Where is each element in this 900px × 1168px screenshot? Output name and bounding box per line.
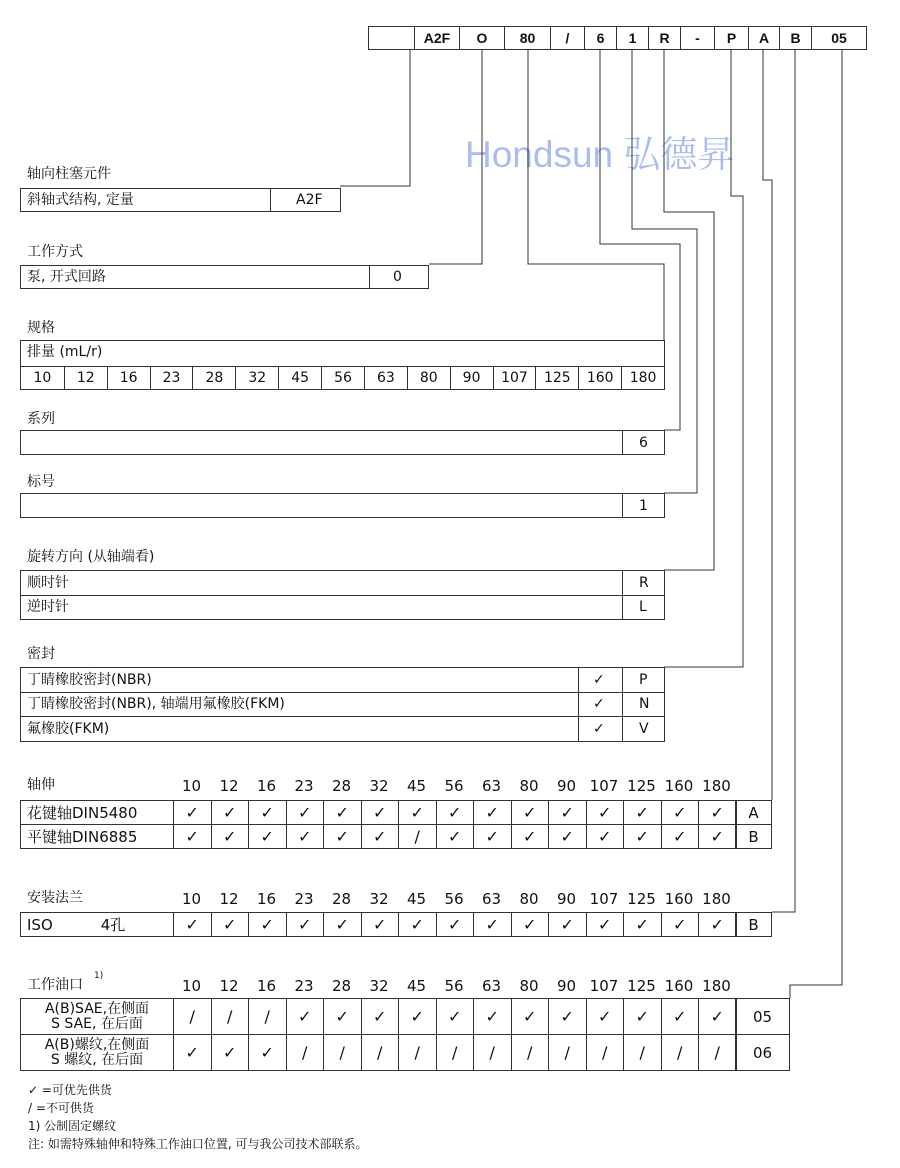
ports-mark-cell: ✓ xyxy=(548,998,587,1035)
ports-size-header: 10 xyxy=(181,977,202,995)
ports-row-label-cell xyxy=(20,998,174,1035)
shaft-title: 轴伸 xyxy=(27,777,55,793)
size-cell: 107 xyxy=(493,366,536,390)
shaft-row-code: A xyxy=(735,800,772,825)
shaft-mark-cell: ✓ xyxy=(698,800,737,825)
code-box-5: 6 xyxy=(584,26,617,50)
shaft-row-label: 花键轴DIN5480 xyxy=(27,804,138,822)
seal-code-3: V xyxy=(639,721,649,737)
ports-mark-cell: ✓ xyxy=(323,998,362,1035)
code-box-7: R xyxy=(648,26,681,50)
shaft-mark-cell: ✓ xyxy=(473,824,512,849)
shaft-mark-cell: ✓ xyxy=(323,800,362,825)
seal-mark-3: ✓ xyxy=(593,721,605,737)
shaft-row-label-cell xyxy=(20,824,174,849)
shaft-mark-cell: ✓ xyxy=(623,824,662,849)
code-box-10: A xyxy=(748,26,780,50)
flange-row-label-cell xyxy=(20,912,174,937)
ports-mark-cell: ✓ xyxy=(661,998,700,1035)
shaft-mark-cell: ✓ xyxy=(698,824,737,849)
ports-mark-cell: / xyxy=(623,1034,662,1071)
size-title: 规格 xyxy=(27,320,55,336)
ports-mark-cell: / xyxy=(248,998,287,1035)
flange-mark-cell: ✓ xyxy=(323,912,362,937)
shaft-mark-cell: ✓ xyxy=(211,800,250,825)
ports-row-line1: A(B)螺纹,在侧面 xyxy=(44,1036,150,1053)
seal-code-1: P xyxy=(639,672,648,688)
ports-mark-cell: ✓ xyxy=(248,1034,287,1071)
flange-row-label2: 4孔 xyxy=(100,916,126,934)
axial-title: 轴向柱塞元件 xyxy=(27,166,111,182)
shaft-size-header: 56 xyxy=(444,777,464,795)
ports-title-sup: 1) xyxy=(94,971,104,981)
flange-row-label: ISO xyxy=(27,915,53,934)
shaft-size-header: 107 xyxy=(589,777,619,795)
flange-size-header: 63 xyxy=(481,890,502,908)
size-cell: 28 xyxy=(192,366,235,390)
ports-mark-cell: / xyxy=(173,998,212,1035)
code-box-12: 05 xyxy=(811,26,867,50)
shaft-mark-cell: ✓ xyxy=(436,824,475,849)
code-box-9: P xyxy=(714,26,749,50)
rotation-title: 旋转方向 (从轴端看) xyxy=(27,549,155,565)
shaft-size-header: 23 xyxy=(294,777,314,795)
shaft-size-header: 80 xyxy=(519,777,539,795)
shaft-size-header: 28 xyxy=(331,777,352,795)
seal-table xyxy=(20,667,665,742)
ports-size-header: 32 xyxy=(369,977,389,995)
ports-row-code: 06 xyxy=(735,1034,790,1071)
ports-mark-cell: ✓ xyxy=(623,998,662,1035)
size-cell: 16 xyxy=(107,366,150,390)
shaft-mark-cell: ✓ xyxy=(473,800,512,825)
size-cell: 56 xyxy=(321,366,364,390)
size-cell: 90 xyxy=(450,366,493,390)
flange-mark-cell: ✓ xyxy=(586,912,625,937)
size-cell: 180 xyxy=(621,366,664,390)
shaft-mark-cell: ✓ xyxy=(286,824,325,849)
ports-mark-cell: / xyxy=(211,998,250,1035)
ports-mark-cell: ✓ xyxy=(286,998,325,1035)
index-code: 1 xyxy=(639,498,648,514)
ports-mark-cell: ✓ xyxy=(436,998,475,1035)
ports-size-header: 180 xyxy=(702,977,731,995)
shaft-size-header: 10 xyxy=(181,777,202,795)
shaft-mark-cell: ✓ xyxy=(323,824,362,849)
size-cell: 10 xyxy=(33,370,52,386)
shaft-mark-cell: ✓ xyxy=(361,800,400,825)
shaft-size-header: 12 xyxy=(219,777,239,795)
size-cell: 80 xyxy=(407,366,450,390)
ports-mark-cell: / xyxy=(698,1034,737,1071)
note-unavailable: / =不可供货 xyxy=(28,1101,94,1115)
ports-size-header: 63 xyxy=(481,977,502,995)
shaft-size-header: 90 xyxy=(556,777,577,795)
code-box-8: - xyxy=(680,26,715,50)
ports-mark-cell: ✓ xyxy=(698,998,737,1035)
ports-size-header: 23 xyxy=(294,977,314,995)
flange-mark-cell: ✓ xyxy=(286,912,325,937)
ports-size-header: 125 xyxy=(627,977,656,995)
ports-size-header: 90 xyxy=(556,977,577,995)
ports-mark-cell: ✓ xyxy=(511,998,550,1035)
ports-size-header: 80 xyxy=(519,977,539,995)
size-cell: 125 xyxy=(535,366,578,390)
flange-size-header: 160 xyxy=(664,890,694,908)
shaft-row-code: B xyxy=(735,824,772,849)
operation-row xyxy=(20,265,429,289)
flange-mark-cell: ✓ xyxy=(211,912,250,937)
ports-mark-cell: / xyxy=(436,1034,475,1071)
flange-mark-cell: ✓ xyxy=(661,912,700,937)
flange-size-header: 23 xyxy=(294,890,314,908)
flange-mark-cell: ✓ xyxy=(361,912,400,937)
ports-mark-cell: / xyxy=(286,1034,325,1071)
flange-size-header: 12 xyxy=(219,890,239,908)
ports-mark-cell: ✓ xyxy=(361,998,400,1035)
shaft-mark-cell: ✓ xyxy=(173,824,212,849)
ports-size-header: 12 xyxy=(219,977,239,995)
flange-size-header: 90 xyxy=(556,890,577,908)
code-box-11: B xyxy=(779,26,812,50)
note-contact: 注: 如需特殊轴伸和特殊工作油口位置, 可与我公司技术部联系。 xyxy=(28,1137,368,1151)
flange-size-header: 107 xyxy=(589,890,619,908)
shaft-mark-cell: / xyxy=(398,824,437,849)
index-title: 标号 xyxy=(27,474,55,490)
shaft-size-header: 63 xyxy=(481,777,502,795)
flange-size-header: 80 xyxy=(519,890,539,908)
ports-title: 工作油口 xyxy=(27,977,83,993)
note-available: ✓ =可优先供货 xyxy=(28,1083,112,1097)
ports-mark-cell: / xyxy=(398,1034,437,1071)
rotation-label-ccw: 逆时针 xyxy=(27,599,69,615)
operation-code: 0 xyxy=(393,269,402,285)
shaft-mark-cell: ✓ xyxy=(661,800,700,825)
seal-title: 密封 xyxy=(27,646,55,662)
ports-mark-cell: / xyxy=(511,1034,550,1071)
ports-row-line2: S SAE, 在后面 xyxy=(51,1015,143,1032)
ports-mark-cell: / xyxy=(661,1034,700,1071)
ports-mark-cell: / xyxy=(361,1034,400,1071)
ports-row-line2: S 螺纹, 在后面 xyxy=(50,1051,144,1068)
size-cell: 63 xyxy=(364,366,407,390)
shaft-mark-cell: ✓ xyxy=(623,800,662,825)
flange-mark-cell: ✓ xyxy=(698,912,737,937)
note-metric-thread: 1) 公制固定螺纹 xyxy=(28,1119,117,1133)
flange-size-header: 28 xyxy=(331,890,352,908)
shaft-mark-cell: ✓ xyxy=(211,824,250,849)
ports-size-header: 45 xyxy=(406,977,427,995)
flange-title: 安装法兰 xyxy=(27,890,83,906)
ports-size-header: 160 xyxy=(664,977,694,995)
size-cell: 12 xyxy=(64,366,107,390)
flange-mark-cell: ✓ xyxy=(173,912,212,937)
series-code: 6 xyxy=(639,435,648,451)
shaft-size-header: 45 xyxy=(406,777,427,795)
index-row xyxy=(20,493,665,518)
shaft-mark-cell: ✓ xyxy=(286,800,325,825)
shaft-mark-cell: ✓ xyxy=(586,800,625,825)
shaft-size-header: 180 xyxy=(702,777,731,795)
flange-size-header: 32 xyxy=(369,890,389,908)
shaft-mark-cell: ✓ xyxy=(511,824,550,849)
code-box-2: O xyxy=(459,26,505,50)
series-title: 系列 xyxy=(27,411,55,427)
ports-mark-cell: ✓ xyxy=(398,998,437,1035)
ports-mark-cell: ✓ xyxy=(211,1034,250,1071)
shaft-mark-cell: ✓ xyxy=(248,800,287,825)
flange-mark-cell: ✓ xyxy=(248,912,287,937)
rotation-code-cw: R xyxy=(639,575,649,591)
ports-size-header: 107 xyxy=(589,977,619,995)
code-box-4: / xyxy=(550,26,585,50)
ports-size-header: 16 xyxy=(256,977,277,995)
flange-size-header: 56 xyxy=(444,890,464,908)
code-box-6: 1 xyxy=(616,26,649,50)
size-subtitle: 排量 (mL/r) xyxy=(27,344,103,360)
shaft-mark-cell: ✓ xyxy=(361,824,400,849)
shaft-mark-cell: ✓ xyxy=(586,824,625,849)
ports-mark-cell: / xyxy=(548,1034,587,1071)
operation-title: 工作方式 xyxy=(27,244,83,260)
rotation-table xyxy=(20,570,665,620)
shaft-size-header: 16 xyxy=(256,777,277,795)
shaft-mark-cell: ✓ xyxy=(248,824,287,849)
flange-size-header: 45 xyxy=(406,890,427,908)
flange-size-header: 16 xyxy=(256,890,277,908)
seal-label-1: 丁睛橡胶密封(NBR) xyxy=(27,672,152,688)
shaft-mark-cell: ✓ xyxy=(173,800,212,825)
shaft-mark-cell: ✓ xyxy=(661,824,700,849)
flange-mark-cell: ✓ xyxy=(436,912,475,937)
ports-mark-cell: / xyxy=(586,1034,625,1071)
seal-mark-2: ✓ xyxy=(593,696,605,712)
size-cell: 32 xyxy=(235,366,278,390)
flange-mark-cell: ✓ xyxy=(398,912,437,937)
flange-mark-cell: ✓ xyxy=(548,912,587,937)
ports-row-line1: A(B)SAE,在侧面 xyxy=(44,1000,150,1017)
ports-mark-cell: / xyxy=(323,1034,362,1071)
ports-row-code: 05 xyxy=(735,998,790,1035)
flange-size-header: 125 xyxy=(627,890,656,908)
shaft-mark-cell: ✓ xyxy=(548,800,587,825)
shaft-row-label: 平键轴DIN6885 xyxy=(27,828,138,846)
rotation-label-cw: 顺时针 xyxy=(27,575,69,591)
axial-row xyxy=(20,188,341,212)
flange-row-code: B xyxy=(735,912,772,937)
seal-code-2: N xyxy=(639,696,650,712)
code-box-1: A2F xyxy=(414,26,460,50)
size-cell: 23 xyxy=(150,366,193,390)
ports-mark-cell: ✓ xyxy=(586,998,625,1035)
operation-label: 泵, 开式回路 xyxy=(27,269,106,285)
ports-mark-cell: ✓ xyxy=(473,998,512,1035)
ports-row-label-cell xyxy=(20,1034,174,1071)
size-table xyxy=(20,340,665,390)
seal-label-2: 丁睛橡胶密封(NBR), 轴端用氟橡胶(FKM) xyxy=(27,696,285,712)
series-row xyxy=(20,430,665,455)
shaft-size-header: 125 xyxy=(627,777,656,795)
ports-size-header: 56 xyxy=(444,977,464,995)
ports-mark-cell: / xyxy=(473,1034,512,1071)
shaft-mark-cell: ✓ xyxy=(436,800,475,825)
shaft-mark-cell: ✓ xyxy=(511,800,550,825)
axial-label: 斜轴式结构, 定量 xyxy=(27,192,134,208)
flange-mark-cell: ✓ xyxy=(623,912,662,937)
seal-label-3: 氟橡胶(FKM) xyxy=(27,721,110,737)
axial-code: A2F xyxy=(296,192,323,208)
flange-mark-cell: ✓ xyxy=(473,912,512,937)
shaft-mark-cell: ✓ xyxy=(398,800,437,825)
rotation-code-ccw: L xyxy=(639,599,647,615)
shaft-row-label-cell xyxy=(20,800,174,825)
size-cell: 160 xyxy=(578,366,621,390)
shaft-mark-cell: ✓ xyxy=(548,824,587,849)
code-box-3: 80 xyxy=(504,26,551,50)
flange-size-header: 10 xyxy=(181,890,202,908)
shaft-size-header: 160 xyxy=(664,777,694,795)
watermark: Hondsun 弘德昇 xyxy=(465,134,735,175)
flange-mark-cell: ✓ xyxy=(511,912,550,937)
flange-size-header: 180 xyxy=(702,890,731,908)
size-cell: 45 xyxy=(278,366,321,390)
ports-mark-cell: ✓ xyxy=(173,1034,212,1071)
shaft-size-header: 32 xyxy=(369,777,389,795)
seal-mark-1: ✓ xyxy=(593,672,605,688)
ports-size-header: 28 xyxy=(331,977,352,995)
